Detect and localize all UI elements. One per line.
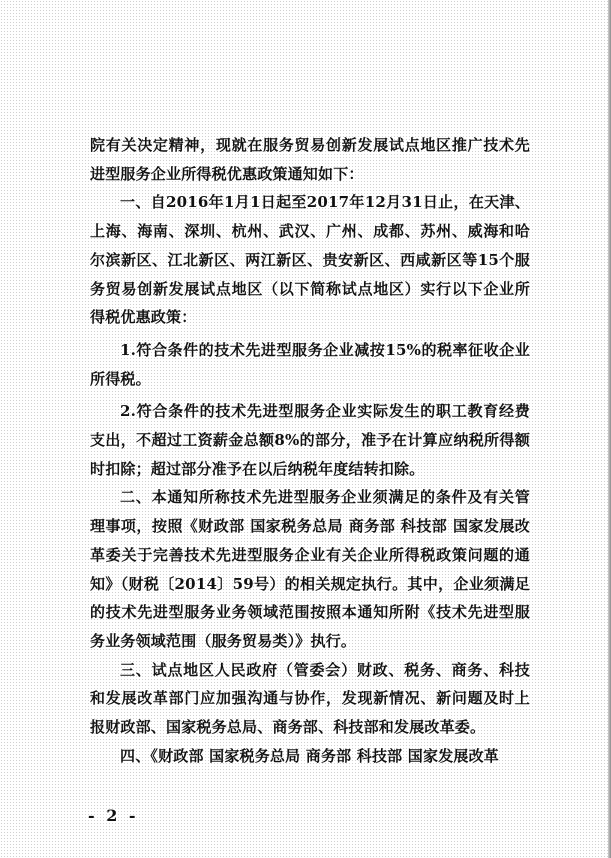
paragraph-section-4: 四、《财政部 国家税务总局 商务部 科技部 国家发展改革 [120, 746, 499, 765]
paragraph-section-3: 三、试点地区人民政府（管委会）财政、税务、商务、科技和发展改革部门应加强沟通与协作，发现新情况、新问题及时上报财政部、国家税务总局、商务部、科技部和发展改革委。 [90, 660, 530, 737]
paragraph-intro: 院有关决定精神，现就在服务贸易创新发展试点地区推广技术先进型服务企业所得税优惠政策通知如下： [90, 136, 530, 183]
paragraph-item-1: 1.符合条件的技术先进型服务企业减按15%的税率征收企业所得税。 [90, 340, 530, 388]
document-body [90, 131, 530, 770]
paragraph-item-2: 2.符合条件的技术先进型服务企业实际发生的职工教育经费支出，不超过工资薪金总额8%的部分，准予在计算应纳税所得额时扣除；超过部分准予在以后纳税年度结转扣除。 [90, 402, 530, 478]
paragraph-section-1: 一、自2016年1月1日起至2017年12月31日止，在天津、上海、海南、深圳、杭州、武汉、广州、成都、苏州、威海和哈尔滨新区、江北新区、两江新区、贵安新区、西咸新区等15个服务贸易创新发展试点地区（以下简称试点地区）实行以下企业所得税优惠政策： [90, 193, 530, 327]
paragraph-section-2: 二、本通知所称技术先进型服务企业须满足的条件及有关管理事项，按照《财政部 国家税务总局 商务部 科技部 国家发展改革委关于完善技术先进型服务企业有关企业所得税政策问题的通知》（财税〔2014〕59号）的相关规定执行。其中，企业须满足的技术先进型服务业务领域范围按照本通知所附《技术先进型服务业务领域范围（服务贸易类）》执行。 [90, 488, 530, 650]
page-number: - 2 - [88, 806, 139, 825]
